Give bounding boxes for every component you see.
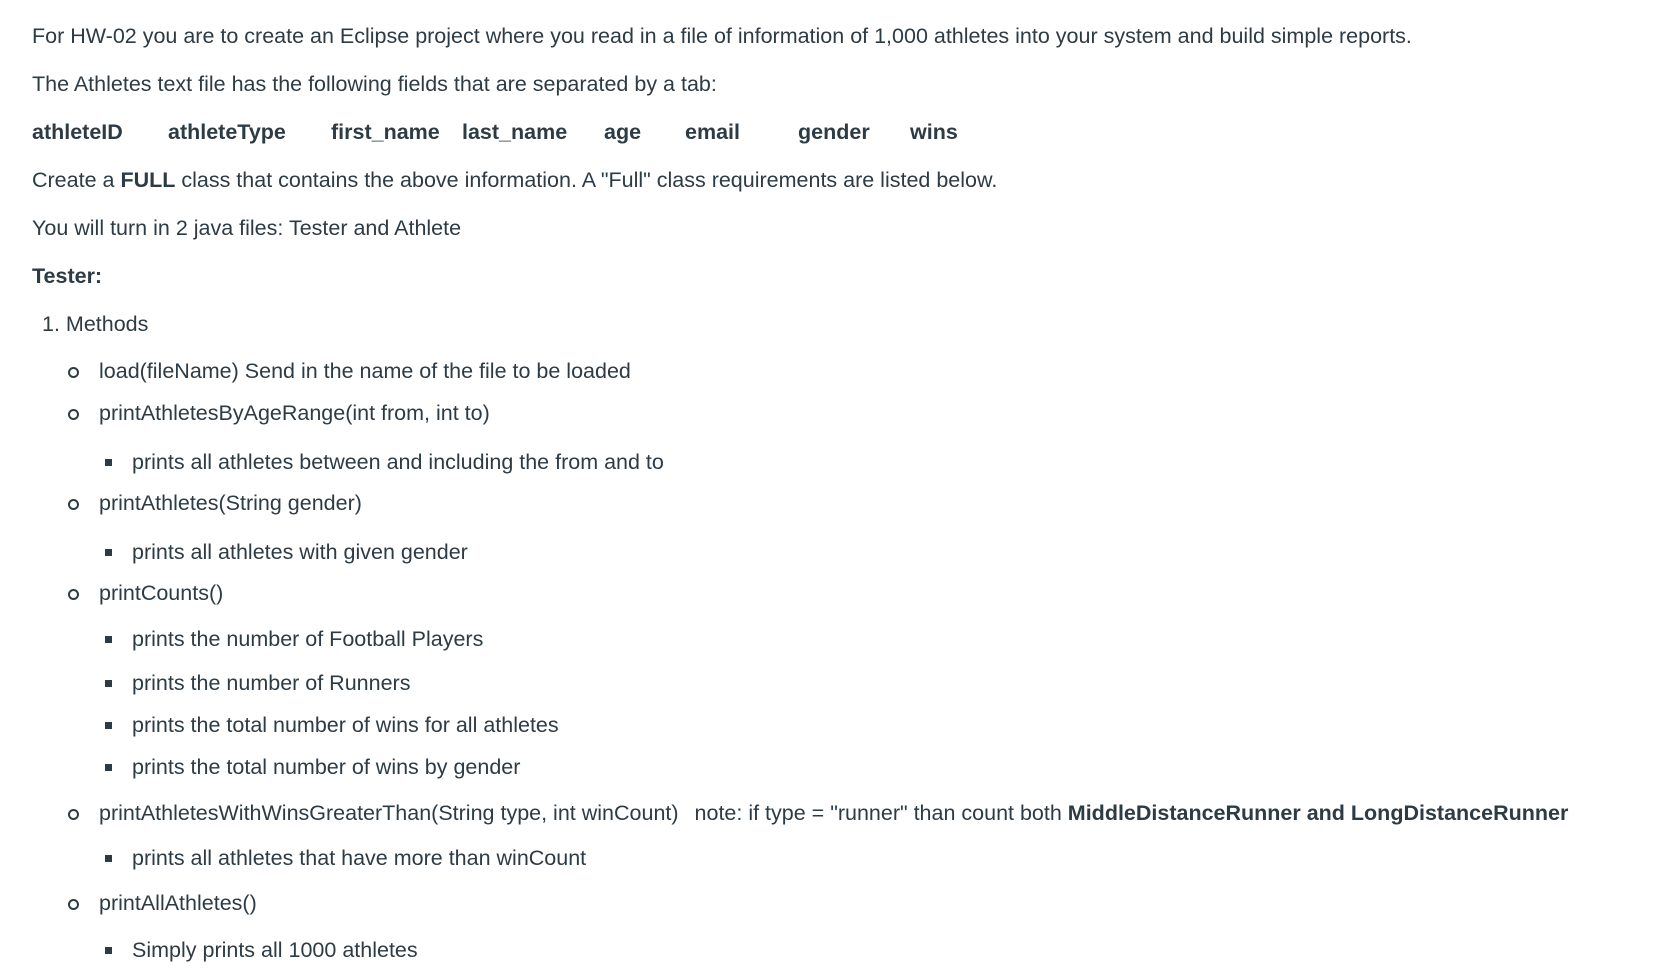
wins-greater-signature: printAthletesWithWinsGreaterThan(String type, int winCount) xyxy=(99,801,679,825)
full-class-suffix: class that contains the above information. A "Full" class requirements are listed below. xyxy=(175,168,998,192)
method-by-age-range: printAthletesByAgeRange(int from, int to) xyxy=(99,401,490,425)
counts-desc-runners: prints the number of Runners xyxy=(132,671,411,695)
circle-bullet-icon xyxy=(68,809,79,820)
method-wins-greater-desc: prints all athletes that have more than winCount xyxy=(132,846,587,870)
square-bullet-icon xyxy=(105,549,112,556)
counts-desc-football: prints the number of Football Players xyxy=(132,627,484,651)
field-first-name: first_name xyxy=(331,120,440,144)
square-bullet-icon xyxy=(105,722,112,729)
method-wins-greater-than xyxy=(99,799,1568,827)
square-bullet-icon xyxy=(105,680,112,687)
square-bullet-icon xyxy=(105,459,112,466)
square-bullet-icon xyxy=(105,855,112,862)
field-gender: gender xyxy=(798,120,870,144)
field-athlete-type: athleteType xyxy=(168,120,286,144)
field-athlete-id: athleteID xyxy=(32,120,123,144)
circle-bullet-icon xyxy=(68,589,79,600)
circle-bullet-icon xyxy=(68,499,79,510)
counts-desc-wins-by-gender: prints the total number of wins by gender xyxy=(132,755,521,779)
full-class-prefix: Create a xyxy=(32,168,121,192)
methods-heading: 1. Methods xyxy=(42,312,149,336)
wins-greater-note-bold: MiddleDistanceRunner and LongDistanceRunner xyxy=(1067,801,1569,825)
field-wins: wins xyxy=(910,120,958,144)
intro-line-2: The Athletes text file has the following fields that are separated by a tab: xyxy=(32,72,717,96)
full-class-line xyxy=(32,166,997,194)
method-load: load(fileName) Send in the name of the file to be loaded xyxy=(99,359,631,383)
method-by-age-range-desc: prints all athletes between and including the from and to xyxy=(132,450,664,474)
field-email: email xyxy=(685,120,740,144)
circle-bullet-icon xyxy=(68,409,79,420)
counts-desc-total-wins: prints the total number of wins for all athletes xyxy=(132,713,559,737)
intro-line-1: For HW-02 you are to create an Eclipse project where you read in a file of information of 1,000 athletes into your system and build simple reports. xyxy=(32,24,1412,48)
square-bullet-icon xyxy=(105,636,112,643)
field-age: age xyxy=(604,120,642,144)
tester-heading: Tester: xyxy=(32,264,103,288)
square-bullet-icon xyxy=(105,764,112,771)
circle-bullet-icon xyxy=(68,367,79,378)
method-print-all: printAllAthletes() xyxy=(99,891,257,915)
wins-greater-note: note: if type = "runner" than count both xyxy=(694,801,1068,825)
square-bullet-icon xyxy=(105,947,112,954)
field-list xyxy=(0,118,1000,146)
method-by-gender-desc: prints all athletes with given gender xyxy=(132,540,468,564)
method-by-gender: printAthletes(String gender) xyxy=(99,491,362,515)
full-class-bold: FULL xyxy=(120,168,176,192)
method-print-all-desc: Simply prints all 1000 athletes xyxy=(132,938,418,962)
circle-bullet-icon xyxy=(68,899,79,910)
field-last-name: last_name xyxy=(462,120,568,144)
turn-in-line: You will turn in 2 java files: Tester and Athlete xyxy=(32,216,462,240)
method-print-counts: printCounts() xyxy=(99,581,224,605)
